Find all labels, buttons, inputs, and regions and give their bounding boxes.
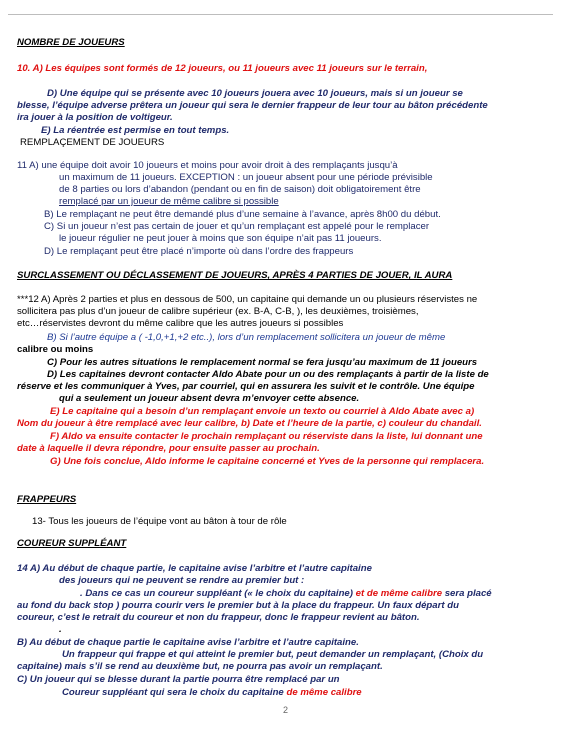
rule-12f-line1: F) Aldo va ensuite contacter le prochain remplaçant ou réserviste dans la liste, lui donnant une bbox=[50, 431, 483, 442]
rule-11c-line2: le joueur régulier ne peut jouer à moins que son équipe n’ait pas 11 joueurs. bbox=[59, 233, 382, 244]
rule-12b-line2: calibre ou moins bbox=[17, 344, 94, 355]
rule-14c-line2-red: de même calibre bbox=[286, 687, 362, 698]
rule-14b-line2: Un frappeur qui frappe et qui atteint le premier but, peut demander un remplaçant, (Choix du bbox=[62, 649, 484, 660]
rule-14a-line3-red: et de même calibre bbox=[355, 588, 443, 599]
rule-14a-line6: . bbox=[59, 624, 62, 635]
rule-14a-line3 bbox=[80, 588, 492, 600]
rule-11a-line4: remplacé par un joueur de même calibre si possible bbox=[59, 196, 279, 207]
rule-12f-line2: date à laquelle il devra répondre, pour ensuite passer au prochain. bbox=[17, 443, 320, 454]
rule-11c-line1: C) Si un joueur n’est pas certain de jouer et qu’un remplaçant est appelé pour le remplacer bbox=[44, 221, 430, 232]
rule-12e-line2: Nom du joueur à être remplacé avec leur calibre, b) Date et l’heure de la partie, c) couleur du chandail. bbox=[17, 418, 482, 429]
rule-14a-line2: des joueurs qui ne peuvent se rendre au premier but : bbox=[59, 575, 305, 586]
rule-12a-line1: ***12 A) Après 2 parties et plus en dessous de 500, un capitaine qui demande un ou plusieurs réservistes ne bbox=[17, 294, 478, 305]
rule-11a-line1: 11 A) une équipe doit avoir 10 joueurs et moins pour avoir droit à des remplaçants jusqu’à bbox=[17, 160, 398, 171]
rule-12b-line1: B) Si l’autre équipe a ( -1,0,+1,+2 etc..), lors d’un remplacement sollicitera un joueur de même bbox=[47, 332, 446, 343]
rule-10d-line3: ira jouer à la position de voltigeur. bbox=[17, 112, 173, 123]
rule-13: 13- Tous les joueurs de l’équipe vont au bâton à tour de rôle bbox=[32, 516, 287, 527]
heading-surclassement: SURCLASSEMENT OU DÉCLASSEMENT DE JOUEURS, APRÈS 4 PARTIES DE JOUER, IL AURA bbox=[17, 270, 453, 281]
rule-12a-line3: etc…réservistes devront du même calibre que les autres joueurs si possibles bbox=[17, 318, 344, 329]
rule-11d: D) Le remplaçant peut être placé n’importe où dans l’ordre des frappeurs bbox=[44, 246, 354, 257]
rule-14c-line2 bbox=[62, 687, 362, 699]
rule-10d-line1: D) Une équipe qui se présente avec 10 joueurs jouera avec 10 joueurs, mais si un joueur se bbox=[47, 88, 463, 99]
heading-coureur-suppleant: COUREUR SUPPLÉANT bbox=[17, 538, 127, 549]
rule-12c: C) Pour les autres situations le remplacement normal se fera jusqu’au maximum de 11 joueurs bbox=[47, 357, 478, 368]
rule-12d-line3: qui a seulement un joueur absent devra m’envoyer cette absence. bbox=[59, 393, 360, 404]
rule-14b-line3: capitaine) mais s’il se rend au deuxième but, ne pourra pas avoir un remplaçant. bbox=[17, 661, 383, 672]
rule-14a-line3-right: sera placé bbox=[444, 588, 492, 599]
rule-11a-line3: de 8 parties ou lors d’abandon (pendant ou en fin de saison) doit obligatoirement être bbox=[59, 184, 421, 195]
rule-14a-line5: coureur, c’est le retrait du coureur et non du frappeur, donc le frappeur revient au bâton. bbox=[17, 612, 420, 623]
rule-12d-line2: réserve et les communiquer à Yves, par courriel, qui en assurera les suivit et le contrôle. Une équipe bbox=[17, 381, 475, 392]
rule-12d-line1: D) Les capitaines devront contacter Aldo Abate pour un ou des remplaçants à partir de la liste de bbox=[47, 369, 489, 380]
rule-14a-line1: 14 A) Au début de chaque partie, le capitaine avise l’arbitre et l’autre capitaine bbox=[17, 563, 372, 574]
rule-12a-line2: sollicitera pas plus d’un joueur de calibre supérieur (ex. B-A, C-B, ), les deuxièmes, troisièmes, bbox=[17, 306, 419, 317]
rule-14c-line2-left: Coureur suppléant qui sera le choix du capitaine bbox=[62, 687, 284, 698]
rule-10d-line2: blesse, l’équipe adverse prêtera un joueur qui sera le dernier frappeur de leur tour au bâton précédente bbox=[17, 100, 488, 111]
rule-12e-line1: E) Le capitaine qui a besoin d’un remplaçant envoie un texto ou courriel à Aldo Abate avec a) bbox=[50, 406, 475, 417]
page-number: 2 bbox=[283, 705, 289, 715]
heading-nombre-de-joueurs: NOMBRE DE JOUEURS bbox=[17, 37, 125, 48]
rule-14c-line1: C) Un joueur qui se blesse durant la partie pourra être remplacé par un bbox=[17, 674, 340, 685]
rule-12g: G) Une fois conclue, Aldo informe le capitaine concerné et Yves de la personne qui remplacera. bbox=[50, 456, 485, 467]
rule-14b-line1: B) Au début de chaque partie le capitaine avise l’arbitre et l’autre capitaine. bbox=[17, 637, 359, 648]
rule-14a-line4: au fond du back stop ) pourra courir vers le premier but à la place du frappeur. Un faux départ du bbox=[17, 600, 459, 611]
rule-11b: B) Le remplaçant ne peut être demandé plus d’une semaine à l’avance, après 8h00 du début. bbox=[44, 209, 441, 220]
rule-10e: E) La réentrée est permise en tout temps. bbox=[41, 125, 230, 136]
heading-frappeurs: FRAPPEURS bbox=[17, 494, 77, 505]
heading-remplacement: REMPLAÇEMENT DE JOUEURS bbox=[20, 137, 165, 148]
top-rule bbox=[8, 14, 553, 15]
rule-11a-line2: un maximum de 11 joueurs. EXCEPTION : un joueur absent pour une période prévisible bbox=[59, 172, 433, 183]
rule-10a: 10. A) Les équipes sont formés de 12 joueurs, ou 11 joueurs avec 11 joueurs sur le terrain, bbox=[17, 63, 428, 74]
rule-14a-line3-left: . Dans ce cas un coureur suppléant (« le choix du capitaine) bbox=[80, 588, 353, 599]
